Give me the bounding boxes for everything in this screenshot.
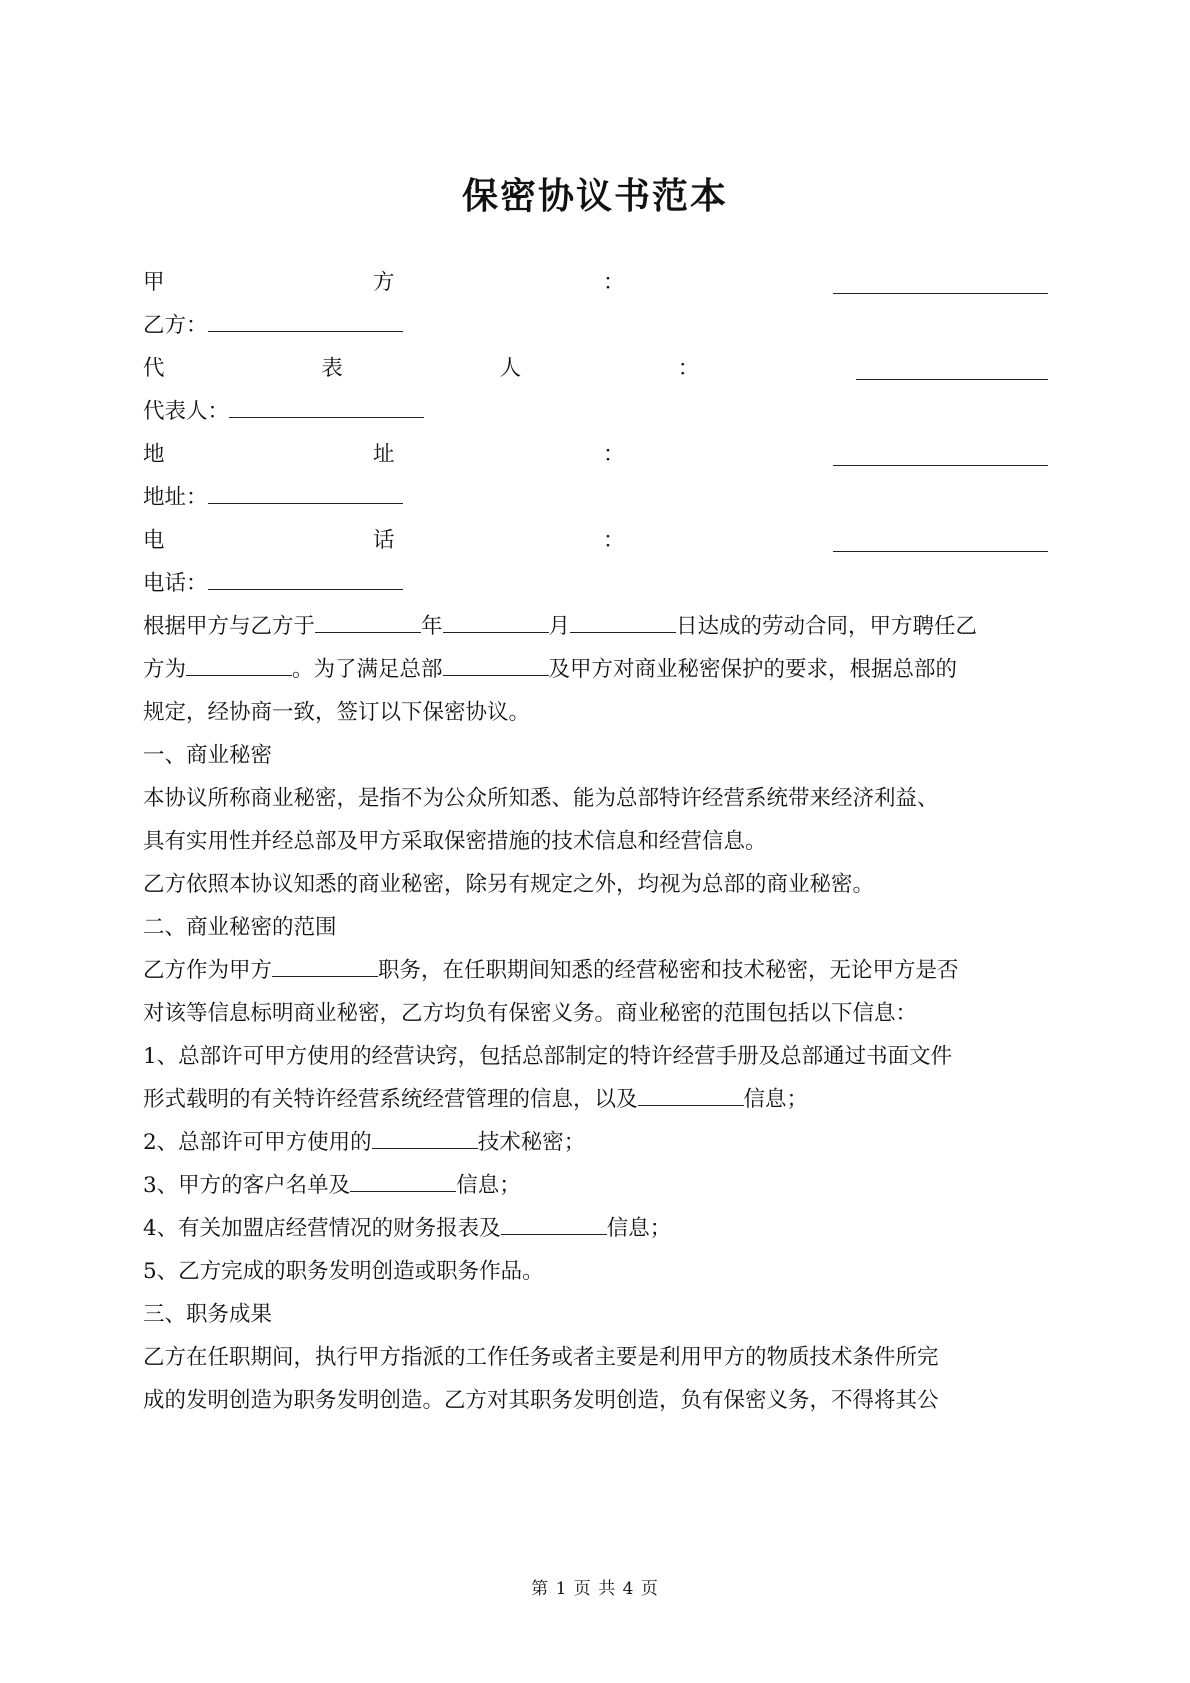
- addr-a-char: ：: [603, 442, 625, 467]
- text: 技术秘密；: [477, 1130, 586, 1155]
- addr-b-label: 地址：: [143, 485, 208, 510]
- rep-a-char: ：: [677, 356, 700, 381]
- section-2-heading: 二、商业秘密的范围: [143, 915, 337, 940]
- list-item: [143, 1214, 1048, 1244]
- party-a-blank[interactable]: [833, 273, 1048, 294]
- rep-a-blank[interactable]: [856, 359, 1048, 380]
- paragraph-line: 乙方依照本协议知悉的商业秘密，除另有规定之外，均视为总部的商业秘密。: [143, 872, 875, 897]
- rep-b-label: 代表人：: [143, 399, 230, 424]
- rep-a-char: 表: [321, 356, 343, 381]
- intro-text: 日达成的劳动合同，甲方聘任乙: [676, 614, 978, 639]
- item1-blank[interactable]: [638, 1085, 744, 1106]
- day-blank[interactable]: [570, 612, 676, 633]
- party-a-char: 方: [373, 270, 395, 295]
- addr-a-char: 地: [143, 442, 165, 467]
- intro-text: 方为: [143, 657, 187, 682]
- text: 乙方作为甲方: [143, 958, 273, 983]
- list-item: 1、总部许可甲方使用的经营诀窍，包括总部制定的特许经营手册及总部通过书面文件: [143, 1044, 953, 1069]
- phone-a-blank[interactable]: [833, 531, 1048, 552]
- phone-a-char: ：: [603, 528, 625, 553]
- list-item: [143, 1085, 1048, 1115]
- intro-text: 。为了满足总部: [292, 657, 443, 682]
- year-blank[interactable]: [315, 612, 421, 633]
- text: 2、总部许可甲方使用的: [143, 1130, 372, 1155]
- hq-blank[interactable]: [443, 655, 549, 676]
- paragraph-line: 本协议所称商业秘密，是指不为公众所知悉、能为总部特许经营系统带来经济利益、: [143, 786, 939, 811]
- position-blank[interactable]: [186, 655, 292, 676]
- item2-blank[interactable]: [372, 1128, 478, 1149]
- text: 形式载明的有关特许经营系统经营管理的信息，以及: [143, 1087, 638, 1112]
- phone-b-label: 电话：: [143, 571, 208, 596]
- intro-text: 年: [421, 614, 443, 639]
- party-b-label: 乙方：: [143, 313, 208, 338]
- addr-a-row: [143, 440, 1048, 470]
- party-b-row: [143, 311, 1048, 341]
- intro-line-1: [143, 612, 1048, 642]
- party-a-char: 甲: [143, 270, 165, 295]
- paragraph-line: 对该等信息标明商业秘密，乙方均负有保密义务。商业秘密的范围包括以下信息：: [143, 1001, 918, 1026]
- paragraph-line: 具有实用性并经总部及甲方采取保密措施的技术信息和经营信息。: [143, 829, 767, 854]
- addr-b-row: [143, 483, 1048, 513]
- list-item: [143, 1171, 1048, 1201]
- text: 4、有关加盟店经营情况的财务报表及: [143, 1216, 501, 1241]
- list-item: [143, 1128, 1048, 1158]
- list-item: 5、乙方完成的职务发明创造或职务作品。: [143, 1259, 544, 1284]
- intro-text: 根据甲方与乙方于: [143, 614, 316, 639]
- item3-blank[interactable]: [350, 1171, 456, 1192]
- phone-a-char: 话: [373, 528, 395, 553]
- paragraph-line: 成的发明创造为职务发明创造。乙方对其职务发明创造，负有保密义务，不得将其公: [143, 1388, 939, 1413]
- intro-line-2: [143, 655, 1048, 685]
- phone-a-row: [143, 526, 1048, 556]
- duty-blank[interactable]: [272, 956, 378, 977]
- intro-text: 月: [548, 614, 571, 639]
- rep-b-row: [143, 397, 1048, 427]
- document-title: 保密协议书范本: [461, 176, 728, 217]
- rep-b-blank[interactable]: [229, 397, 424, 418]
- item4-blank[interactable]: [501, 1214, 607, 1235]
- phone-a-char: 电: [143, 528, 165, 553]
- paragraph-line: [143, 956, 1048, 986]
- addr-a-char: 址: [373, 442, 395, 467]
- phone-b-row: [143, 569, 1048, 599]
- party-a-row: [143, 268, 1048, 298]
- rep-a-char: 人: [499, 356, 522, 381]
- paragraph-line: 乙方在任职期间，执行甲方指派的工作任务或者主要是利用甲方的物质技术条件所完: [143, 1345, 939, 1370]
- party-b-blank[interactable]: [208, 311, 403, 332]
- text: 3、甲方的客户名单及: [143, 1173, 351, 1198]
- text: 信息；: [606, 1216, 672, 1241]
- party-a-char: ：: [603, 270, 625, 295]
- phone-b-blank[interactable]: [208, 569, 403, 590]
- addr-b-blank[interactable]: [208, 483, 403, 504]
- text: 职务，在任职期间知悉的经营秘密和技术秘密，无论甲方是否: [378, 958, 959, 983]
- section-3-heading: 三、职务成果: [143, 1302, 273, 1327]
- rep-a-char: 代: [143, 356, 165, 381]
- text: 信息；: [456, 1173, 521, 1198]
- section-1-heading: 一、商业秘密: [143, 743, 273, 768]
- intro-text: 及甲方对商业秘密保护的要求，根据总部的: [548, 657, 958, 682]
- addr-a-blank[interactable]: [833, 445, 1048, 466]
- text: 信息；: [743, 1087, 809, 1112]
- intro-line-3: 规定，经协商一致，签订以下保密协议。: [143, 700, 531, 725]
- page-footer: 第 1 页 共 4 页: [531, 1579, 659, 1599]
- rep-a-row: [143, 354, 1048, 384]
- month-blank[interactable]: [443, 612, 549, 633]
